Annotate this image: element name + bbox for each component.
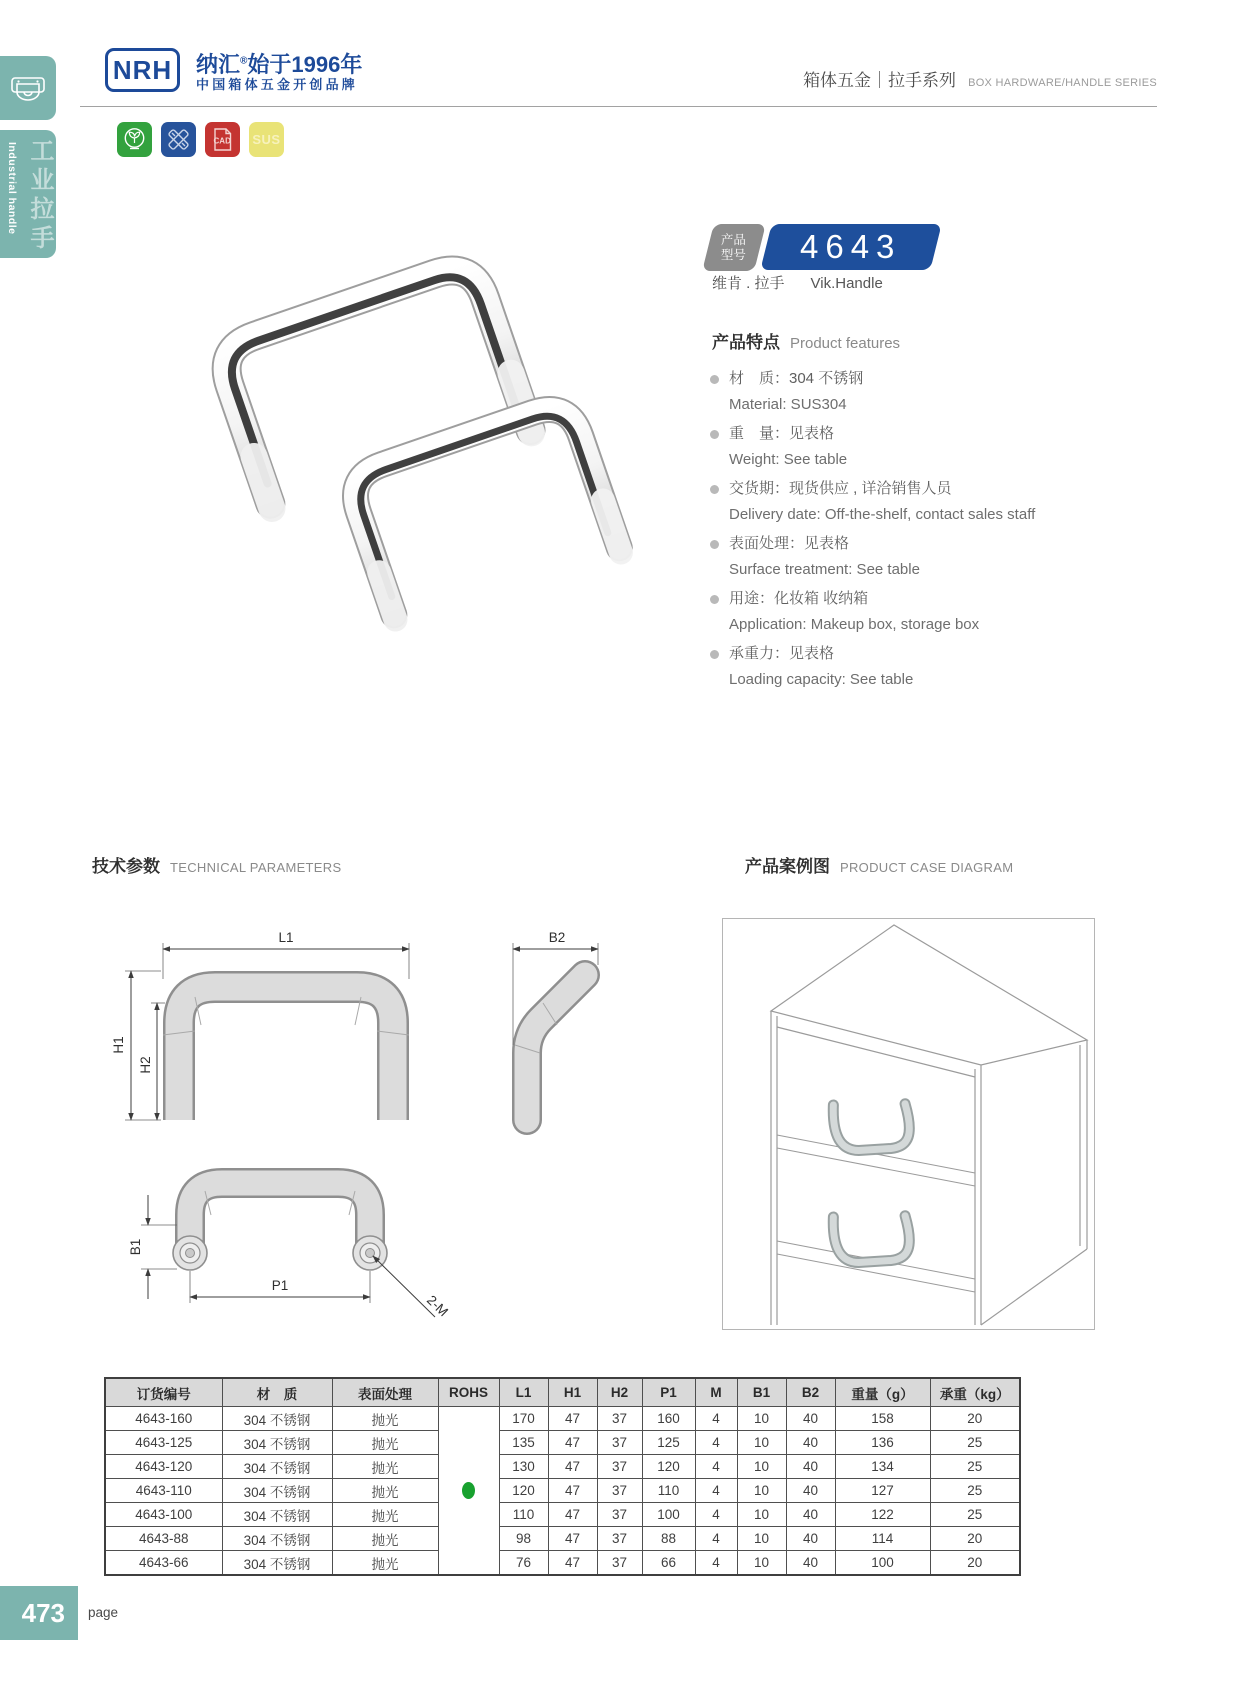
table-row xyxy=(105,1455,1020,1479)
table-cell: 47 xyxy=(548,1407,597,1431)
drawer-handle-top xyxy=(831,1094,913,1157)
table-cell: 100 xyxy=(835,1551,930,1576)
sus-icon xyxy=(249,122,284,157)
feature-item xyxy=(710,531,1160,583)
feature-text-cn: 承重力：见表格 xyxy=(729,645,835,662)
feature-item xyxy=(710,476,1160,528)
sidebar-tab-industrial-handle[interactable] xyxy=(0,130,56,258)
tech-title-cn: 技术参数 xyxy=(92,857,160,876)
dim-2m-leader xyxy=(373,1256,435,1317)
table-cell: 304 不锈钢 xyxy=(222,1479,332,1503)
model-tag xyxy=(702,224,766,271)
dim-b1-label: B1 xyxy=(128,1238,143,1256)
column-header: 订货编号 xyxy=(105,1378,222,1407)
table-cell: 76 xyxy=(499,1551,548,1576)
table-cell: 170 xyxy=(499,1407,548,1431)
table-cell: 120 xyxy=(642,1455,695,1479)
table-cell: 88 xyxy=(642,1527,695,1551)
cad-icon xyxy=(205,122,240,157)
registered-mark: ® xyxy=(240,55,248,67)
feature-text-cn: 表面处理：见表格 xyxy=(729,535,850,552)
product-name xyxy=(712,272,883,293)
table-cell: 25 xyxy=(930,1431,1020,1455)
feature-text-cn: 重 量：见表格 xyxy=(729,425,835,442)
features-title xyxy=(712,328,900,353)
table-cell: 40 xyxy=(786,1551,835,1576)
table-cell: 47 xyxy=(548,1503,597,1527)
bullet-icon xyxy=(710,595,719,604)
table-cell: 40 xyxy=(786,1407,835,1431)
column-header: 材 质 xyxy=(222,1378,332,1407)
table-cell: 4 xyxy=(695,1503,737,1527)
column-header: ROHS xyxy=(438,1378,499,1407)
pencil-ruler-icon xyxy=(165,126,192,153)
table-cell: 136 xyxy=(835,1431,930,1455)
eco-plant-icon xyxy=(121,126,148,153)
drawer-handle-bottom xyxy=(831,1206,913,1269)
table-cell: 158 xyxy=(835,1407,930,1431)
table-cell: 4643-88 xyxy=(105,1527,222,1551)
feature-text-cn: 材 质：304 不锈钢 xyxy=(729,370,864,387)
dim-2m-label: 2-M xyxy=(423,1292,452,1320)
feature-item xyxy=(710,421,1160,473)
brand-subtitle: 中国箱体五金开创品牌 xyxy=(196,77,359,92)
feature-text-en: Weight: See table xyxy=(729,451,848,468)
table-cell: 47 xyxy=(548,1527,597,1551)
page-label: page xyxy=(88,1605,119,1620)
model-tag-line1: 产品 xyxy=(721,232,747,247)
table-cell: 122 xyxy=(835,1503,930,1527)
table-cell: 135 xyxy=(499,1431,548,1455)
sidebar-label-cn: 工业拉手 xyxy=(26,138,53,254)
table-cell: 4 xyxy=(695,1551,737,1576)
table-cell: 10 xyxy=(737,1551,786,1576)
dim-p1-label: P1 xyxy=(271,1278,289,1293)
technical-drawing xyxy=(95,885,655,1360)
table-row xyxy=(105,1551,1020,1576)
dim-l1-label: L1 xyxy=(278,930,294,945)
table-cell: 10 xyxy=(737,1503,786,1527)
table-cell: 304 不锈钢 xyxy=(222,1455,332,1479)
table-cell: 4 xyxy=(695,1479,737,1503)
table-cell: 66 xyxy=(642,1551,695,1576)
drawing-front-view xyxy=(173,1183,387,1270)
feature-text-en: Delivery date: Off-the-shelf, contact sales staff xyxy=(729,506,1036,523)
column-header: B1 xyxy=(737,1378,786,1407)
model-number: 4643 xyxy=(800,228,902,265)
rohs-green-dot-icon xyxy=(462,1482,475,1499)
table-cell: 134 xyxy=(835,1455,930,1479)
table-cell: 4643-66 xyxy=(105,1551,222,1576)
eco-icon xyxy=(117,122,152,157)
case-latch-icon xyxy=(9,73,47,103)
table-cell: 25 xyxy=(930,1455,1020,1479)
product-case-diagram xyxy=(722,918,1095,1330)
sidebar-label-en: Industrial handle xyxy=(6,142,18,235)
feature-text-en: Surface treatment: See table xyxy=(729,561,920,578)
table-cell: 4 xyxy=(695,1527,737,1551)
bullet-icon xyxy=(710,485,719,494)
bullet-icon xyxy=(710,650,719,659)
model-banner xyxy=(760,224,941,270)
table-row xyxy=(105,1527,1020,1551)
table-cell: 4 xyxy=(695,1431,737,1455)
table-cell: 4643-160 xyxy=(105,1407,222,1431)
bullet-icon xyxy=(710,430,719,439)
table-cell: 47 xyxy=(548,1551,597,1576)
table-header-row xyxy=(105,1378,1020,1407)
table-cell: 20 xyxy=(930,1527,1020,1551)
cad-label: CAD xyxy=(213,136,231,146)
case-title-cn: 产品案例图 xyxy=(745,857,830,876)
table-cell: 25 xyxy=(930,1503,1020,1527)
feature-item xyxy=(710,366,1160,418)
section-technical-parameters xyxy=(92,852,341,877)
table-cell: 4643-120 xyxy=(105,1455,222,1479)
table-cell: 304 不锈钢 xyxy=(222,1431,332,1455)
brand-since: 始于1996年 xyxy=(247,52,363,77)
feature-text-cn: 交货期：现货供应 , 详洽销售人员 xyxy=(729,480,952,497)
tech-title-en: TECHNICAL PARAMETERS xyxy=(170,860,342,875)
table-cell: 40 xyxy=(786,1527,835,1551)
sus-label: SUS xyxy=(252,132,281,147)
table-row xyxy=(105,1503,1020,1527)
cabinet-outline xyxy=(771,925,1087,1325)
table-cell: 47 xyxy=(548,1455,597,1479)
table-row xyxy=(105,1431,1020,1455)
feature-text-cn: 用途：化妆箱 收纳箱 xyxy=(729,590,869,607)
table-cell: 抛光 xyxy=(332,1551,438,1576)
cad-file-icon xyxy=(209,126,236,153)
feature-item xyxy=(710,641,1160,693)
case-title-en: PRODUCT CASE DIAGRAM xyxy=(840,860,1014,875)
column-header: B2 xyxy=(786,1378,835,1407)
features-title-en: Product features xyxy=(790,335,901,352)
table-cell: 抛光 xyxy=(332,1527,438,1551)
table-cell: 40 xyxy=(786,1431,835,1455)
table-row xyxy=(105,1479,1020,1503)
design-tools-icon xyxy=(161,122,196,157)
table-cell: 40 xyxy=(786,1479,835,1503)
table-cell: 47 xyxy=(548,1479,597,1503)
column-header: L1 xyxy=(499,1378,548,1407)
small-handle xyxy=(346,400,621,629)
column-header: 承重（kg） xyxy=(930,1378,1020,1407)
table-row xyxy=(105,1407,1020,1431)
table-cell: 114 xyxy=(835,1527,930,1551)
nrh-logo xyxy=(105,48,180,92)
product-name-cn: 维肯 . 拉手 xyxy=(712,275,785,292)
table-cell: 抛光 xyxy=(332,1479,438,1503)
table-cell: 25 xyxy=(930,1479,1020,1503)
header-divider xyxy=(80,106,1157,107)
table-cell: 125 xyxy=(642,1431,695,1455)
drawing-top-view xyxy=(163,987,409,1120)
sidebar-tab-category[interactable] xyxy=(0,56,56,120)
series-title-cn: 箱体五金｜拉手系列 xyxy=(803,71,957,90)
table-cell: 4643-100 xyxy=(105,1503,222,1527)
dim-h2-label: H2 xyxy=(138,1056,153,1074)
table-cell: 120 xyxy=(499,1479,548,1503)
table-cell: 37 xyxy=(597,1551,642,1576)
table-cell: 40 xyxy=(786,1455,835,1479)
dim-b1-extensions xyxy=(141,1225,177,1269)
dim-b2-label: B2 xyxy=(548,930,566,945)
product-name-en: Vik.Handle xyxy=(810,275,883,292)
nrh-logo-text: NRH xyxy=(112,54,173,85)
features-list xyxy=(710,366,1160,696)
table-cell: 10 xyxy=(737,1479,786,1503)
table-cell: 10 xyxy=(737,1527,786,1551)
drawing-side-view xyxy=(515,975,585,1120)
column-header: 表面处理 xyxy=(332,1378,438,1407)
table-cell: 20 xyxy=(930,1407,1020,1431)
feature-text-en: Material: SUS304 xyxy=(729,396,847,413)
table-cell: 4643-110 xyxy=(105,1479,222,1503)
table-cell: 40 xyxy=(786,1503,835,1527)
table-cell: 10 xyxy=(737,1407,786,1431)
table-cell: 抛光 xyxy=(332,1455,438,1479)
table-cell: 37 xyxy=(597,1455,642,1479)
table-cell: 4643-125 xyxy=(105,1431,222,1455)
dim-h1-label: H1 xyxy=(111,1036,126,1054)
table-cell: 10 xyxy=(737,1431,786,1455)
table-cell: 110 xyxy=(499,1503,548,1527)
table-cell: 10 xyxy=(737,1455,786,1479)
table-cell: 304 不锈钢 xyxy=(222,1407,332,1431)
table-cell: 37 xyxy=(597,1503,642,1527)
series-header xyxy=(803,66,1157,91)
table-cell: 98 xyxy=(499,1527,548,1551)
table-cell: 37 xyxy=(597,1431,642,1455)
table-cell: 抛光 xyxy=(332,1431,438,1455)
column-header: P1 xyxy=(642,1378,695,1407)
bullet-icon xyxy=(710,375,719,384)
table-cell: 37 xyxy=(597,1527,642,1551)
table-cell: 304 不锈钢 xyxy=(222,1503,332,1527)
drawer-dividers xyxy=(777,1135,975,1292)
table-cell: 37 xyxy=(597,1407,642,1431)
table-cell: 127 xyxy=(835,1479,930,1503)
series-title-en: BOX HARDWARE/HANDLE SERIES xyxy=(968,77,1157,89)
feature-text-en: Loading capacity: See table xyxy=(729,671,914,688)
feature-text-en: Application: Makeup box, storage box xyxy=(729,616,980,633)
table-cell: 130 xyxy=(499,1455,548,1479)
certification-icons xyxy=(117,122,284,157)
table-cell: 4 xyxy=(695,1455,737,1479)
bullet-icon xyxy=(710,540,719,549)
table-cell: 304 不锈钢 xyxy=(222,1551,332,1576)
table-cell: 20 xyxy=(930,1551,1020,1576)
product-photo-handles xyxy=(95,228,635,658)
section-product-case xyxy=(745,852,1013,877)
spec-table-wrap xyxy=(104,1377,1021,1576)
table-cell: 110 xyxy=(642,1479,695,1503)
rohs-cell xyxy=(438,1407,499,1576)
table-cell: 160 xyxy=(642,1407,695,1431)
table-cell: 抛光 xyxy=(332,1503,438,1527)
table-cell: 抛光 xyxy=(332,1407,438,1431)
column-header: 重量（g） xyxy=(835,1378,930,1407)
table-cell: 4 xyxy=(695,1407,737,1431)
model-tag-line2: 型号 xyxy=(721,247,747,262)
table-cell: 37 xyxy=(597,1479,642,1503)
feature-item xyxy=(710,586,1160,638)
dim-h1-extensions xyxy=(125,971,161,1120)
table-cell: 47 xyxy=(548,1431,597,1455)
page-number-box xyxy=(0,1586,78,1640)
table-cell: 304 不锈钢 xyxy=(222,1527,332,1551)
table-cell: 100 xyxy=(642,1503,695,1527)
spec-table xyxy=(104,1377,1021,1576)
features-title-cn: 产品特点 xyxy=(712,333,780,352)
model-tag-text xyxy=(721,233,746,263)
column-header: M xyxy=(695,1378,737,1407)
column-header: H1 xyxy=(548,1378,597,1407)
column-header: H2 xyxy=(597,1378,642,1407)
page-number: 473 xyxy=(21,1598,65,1628)
brand-name: 纳汇 xyxy=(196,52,241,77)
